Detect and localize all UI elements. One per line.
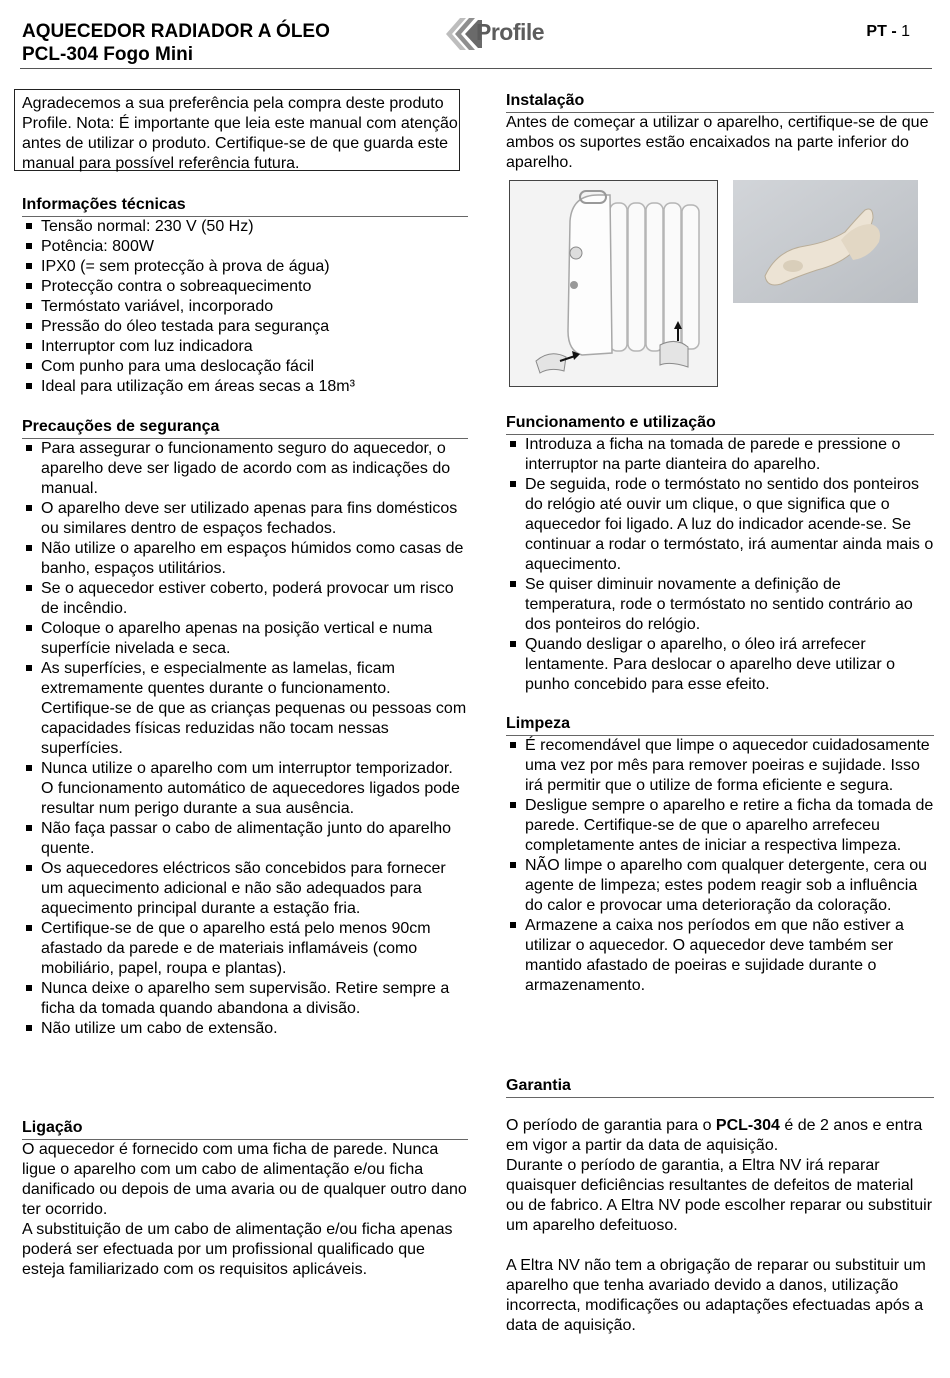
connection-section xyxy=(22,1118,468,1280)
install-title: Instalação xyxy=(506,91,934,113)
list-item: Ideal para utilização em áreas secas a 18m³ xyxy=(22,377,468,397)
list-item: Se o aquecedor estiver coberto, poderá provocar um risco de incêndio. xyxy=(22,579,468,619)
list-item: Pressão do óleo testada para segurança xyxy=(22,317,468,337)
tech-list xyxy=(22,217,468,397)
list-item: Tensão normal: 230 V (50 Hz) xyxy=(22,217,468,237)
support-foot-illustration xyxy=(733,180,918,303)
warranty-text-pre: O período de garantia para o xyxy=(506,1117,716,1134)
list-item: Introduza a ficha na tomada de parede e pressione o interruptor na parte dianteira do aparelho. xyxy=(506,435,934,475)
operation-title: Funcionamento e utilização xyxy=(506,413,934,435)
list-item: Interruptor com luz indicadora xyxy=(22,337,468,357)
cleaning-title: Limpeza xyxy=(506,714,934,736)
list-item: Certifique-se de que o aparelho está pelo menos 90cm afastado da parede e de materiais inflamáveis (como mobiliário, papel, roupa e plantas). xyxy=(22,919,468,979)
title-line-1: AQUECEDOR RADIADOR A ÓLEO xyxy=(22,21,330,42)
list-item: Com punho para uma deslocação fácil xyxy=(22,357,468,377)
install-section xyxy=(506,91,934,173)
install-text: Antes de começar a utilizar o aparelho, certifique-se de que ambos os suportes estão encaixados na parte inferior do aparelho. xyxy=(506,114,929,171)
brand-name: Profile xyxy=(476,19,545,45)
profile-logo xyxy=(438,14,552,54)
cleaning-section xyxy=(506,714,934,996)
list-item: Não utilize um cabo de extensão. xyxy=(22,1019,468,1039)
list-item: É recomendável que limpe o aquecedor cuidadosamente uma vez por mês para remover poeiras e sujidade. Isso irá permitir que o utilize de forma eficiente e segura. xyxy=(506,736,934,796)
page-lang: PT - xyxy=(866,23,897,40)
list-item: Desligue sempre o aparelho e retire a ficha da tomada de parede. Certifique-se de que o aparelho arrefeceu completamente antes de iniciar a respectiva limpeza. xyxy=(506,796,934,856)
list-item: IPX0 (= sem protecção à prova de água) xyxy=(22,257,468,277)
page-number: 1 xyxy=(901,23,910,40)
list-item: Termóstato variável, incorporado xyxy=(22,297,468,317)
connection-paragraph-2: A substituição de um cabo de alimentação e/ou ficha apenas poderá ser efectuada por um profissional qualificado que esteja familiarizado com os requisitos aplicáveis. xyxy=(22,1221,453,1278)
list-item: NÃO limpe o aparelho com qualquer detergente, cera ou agente de limpeza; estes podem reagir sob a influência do calor e provocar uma deterioração da coloração. xyxy=(506,856,934,916)
heater-image xyxy=(509,180,718,387)
page-indicator xyxy=(866,23,910,41)
intro-box xyxy=(14,89,460,171)
header-divider xyxy=(20,68,932,69)
safety-title: Precauções de segurança xyxy=(22,417,468,439)
tech-section xyxy=(22,195,468,397)
connection-paragraph-1: O aquecedor é fornecido com uma ficha de parede. Nunca ligue o aparelho com um cabo de alimentação e/ou ficha danificado ou depois de uma avaria ou de qualquer outro dano ter ocorrido. xyxy=(22,1141,467,1218)
safety-list xyxy=(22,439,468,1039)
warranty-paragraph-2: Durante o período de garantia, a Eltra NV irá reparar quaisquer deficiências resultantes de defeitos de material ou de fabrico. A Eltra NV pode escolher reparar ou substituir um aparelho defeituoso. xyxy=(506,1157,933,1234)
warranty-title: Garantia xyxy=(506,1076,934,1098)
support-foot-image xyxy=(733,180,918,303)
list-item: De seguida, rode o termóstato no sentido dos ponteiros do relógio até ouvir um clique, o que significa que o aquecedor foi ligado. A luz do indicador acende-se. Se continuar a rodar o termóstato, irá aumentar ainda mais o aquecimento. xyxy=(506,475,934,575)
warranty-section xyxy=(506,1076,934,1336)
oil-heater-illustration xyxy=(510,181,717,386)
warranty-text-post: é de 2 anos e entra em vigor a partir da data de aquisição. xyxy=(506,1117,923,1154)
list-item: Nunca utilize o aparelho com um interruptor temporizador. O funcionamento automático de aquecedores ligados pode resultar num perigo durante a sua ausência. xyxy=(22,759,468,819)
list-item: Os aquecedores eléctricos são concebidos para fornecer um aquecimento adicional e não são adequados para aquecimento principal durante a estação fria. xyxy=(22,859,468,919)
operation-list xyxy=(506,435,934,695)
intro-text: Agradecemos a sua preferência pela compra deste produto Profile. Nota: É importante que leia este manual com atenção antes de utilizar o produto. Certifique-se de que guarda este manual para possível referência futura. xyxy=(22,95,458,172)
list-item: As superfícies, e especialmente as lamelas, ficam extremamente quentes durante o funcionamento. Certifique-se de que as crianças pequenas ou pessoas com capacidades físicas reduzidas não tocam nessas superfícies. xyxy=(22,659,468,759)
warranty-model: PCL-304 xyxy=(715,1117,780,1134)
list-item: Se quiser diminuir novamente a definição de temperatura, rode o termóstato no sentido contrário ao dos ponteiros do relógio. xyxy=(506,575,934,635)
title-line-2: PCL-304 Fogo Mini xyxy=(22,44,193,65)
list-item: O aparelho deve ser utilizado apenas para fins domésticos ou similares dentro de espaços fechados. xyxy=(22,499,468,539)
list-item: Não utilize o aparelho em espaços húmidos como casas de banho, espaços utilitários. xyxy=(22,539,468,579)
list-item: Armazene a caixa nos períodos em que não estiver a utilizar o aquecedor. O aquecedor deve também ser mantido afastado de poeiras e sujidade durante o armazenamento. xyxy=(506,916,934,996)
list-item: Potência: 800W xyxy=(22,237,468,257)
list-item: Quando desligar o aparelho, o óleo irá arrefecer lentamente. Para deslocar o aparelho deve utilizar o punho concebido para esse efeito. xyxy=(506,635,934,695)
cleaning-list xyxy=(506,736,934,996)
list-item: Não faça passar o cabo de alimentação junto do aparelho quente. xyxy=(22,819,468,859)
list-item: Nunca deixe o aparelho sem supervisão. Retire sempre a ficha da tomada quando abandona a divisão. xyxy=(22,979,468,1019)
warranty-paragraph-3: A Eltra NV não tem a obrigação de reparar ou substituir um aparelho que tenha avariado devido a danos, utilização incorrecta, modificações ou adaptações efectuadas após a data de aquisição. xyxy=(506,1257,926,1334)
list-item: Coloque o aparelho apenas na posição vertical e numa superfície nivelada e seca. xyxy=(22,619,468,659)
warranty-paragraph-1 xyxy=(506,1116,934,1156)
safety-section xyxy=(22,417,468,1039)
document-title xyxy=(22,20,330,66)
operation-section xyxy=(506,413,934,695)
list-item: Protecção contra o sobreaquecimento xyxy=(22,277,468,297)
list-item: Para assegurar o funcionamento seguro do aquecedor, o aparelho deve ser ligado de acordo com as indicações do manual. xyxy=(22,439,468,499)
tech-title: Informações técnicas xyxy=(22,195,468,217)
connection-title: Ligação xyxy=(22,1118,468,1140)
